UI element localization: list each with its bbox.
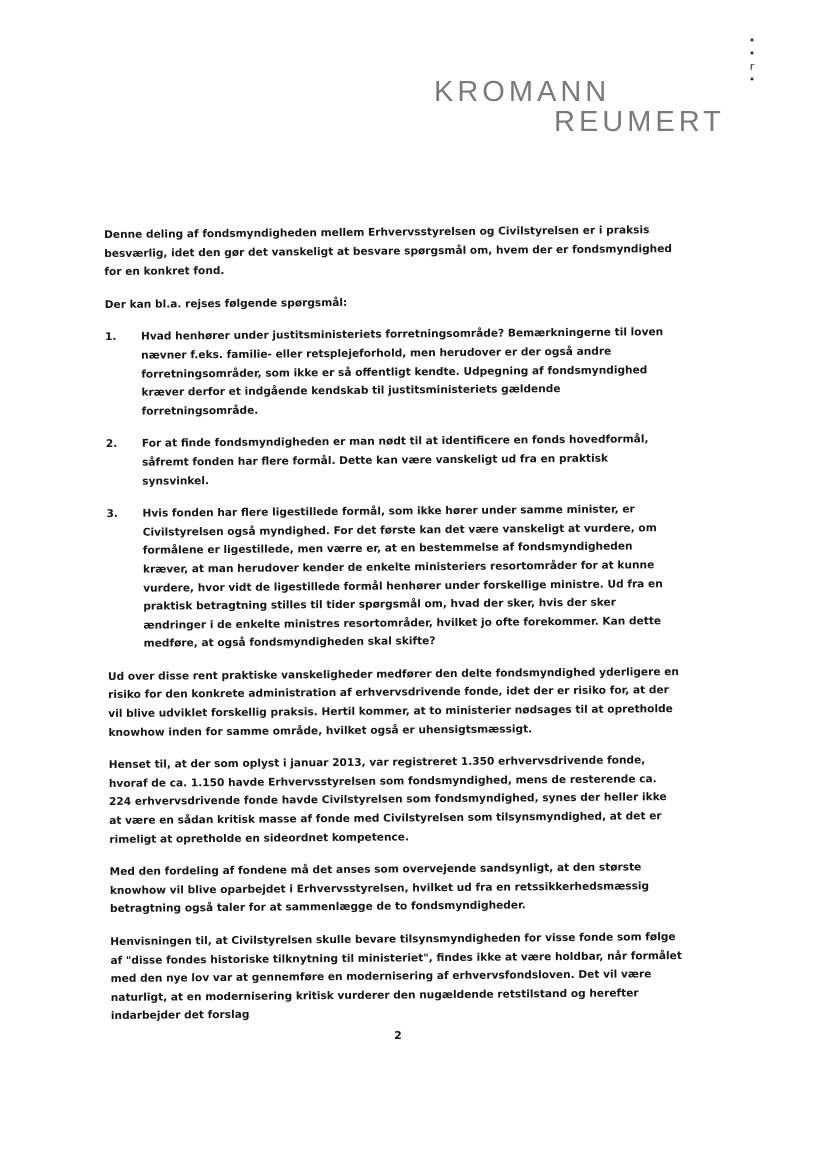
paragraph-questions-intro: Der kan bl.a. rejses følgende spørgsmål: [104, 296, 348, 311]
paragraph-practical-difficulties: Ud over disse rent praktiske vanskeligheder medfører den delte fondsmyndighed yderligere en risiko for den konkrete administration af erhvervsdrivende fonde, idet der er risiko for, at der vil blive udviklet forskellig praksis. Hertil kommer, at to ministerier nødsages til at opretholde knowhow inden for samme område, hvilket også er uhensigtsmæssigt. [107, 665, 679, 739]
list-item [105, 323, 678, 421]
margin-mark: • [748, 73, 756, 86]
logo-line-1: KROMANN [434, 76, 611, 108]
margin-mark: r [749, 60, 755, 73]
margin-mark: • [748, 34, 756, 47]
list-item-text: For at finde fondsmyndigheden er man nødt til at identificere en fonds hovedformål, såfremt fonden har flere formål. Dette kan være vanskeligt ud fra en praktisk synsvinkel. [141, 433, 649, 488]
list-number: 1. [104, 331, 117, 344]
page-number: 2 [394, 1029, 402, 1042]
margin-marks [742, 34, 762, 86]
paragraph-knowhow: Med den fordeling af fondene må det anses som overvejende sandsynligt, at den største knowhow vil blive oparbejdet i Erhvervsstyrelsen, hvilket ud fra en retssikkerhedsmæssig betragtning også taler for at sammenlægge de to fondsmyndigheder. [109, 861, 650, 916]
paragraph-fund-authority-division: Denne deling af fondsmyndigheden mellem Erhvervsstyrelsen og Civilstyrelsen er i praksis besværlig, idet den gør det vanskeligt at besvare spørgsmål om, hvem der er fondsmyndighed for en konkret fond. [104, 224, 673, 279]
paragraph-historical-reference: Henvisningen til, at Civilstyrelsen skulle bevare tilsynsmyndigheden for visse fonde som følge af "disse fondes historiske tilknytning til ministeriet", findes ikke at være holdbar, når formålet med den nye lov var at gennemføre en modernisering af erhvervsfondsloven. Det vil være naturligt, at en modernisering kritisk vurderer den nugældende retstilstand og herefter indarbejder det forslag [110, 931, 682, 1023]
margin-mark: • [748, 47, 756, 60]
numbered-question-list [105, 323, 680, 653]
document-body [104, 221, 683, 1040]
logo-line-2: REUMERT [554, 106, 725, 138]
paragraph-fund-statistics: Henset til, at der som oplyst i januar 2013, var registreret 1.350 erhvervsdrivende fonde, hvoraf de ca. 1.150 havde Erhvervsstyrelsen som fondsmyndighed, mens de resterende ca. 224 erhvervsdrivende fonde havde Civilstyrelsen som fondsmyndighed, synes der heller ikke at være en sådan kritisk masse af fonde med Civilstyrelsen som tilsynsmyndighed, at det er rimeligt at opretholde en sideordnet kompetence. [108, 754, 667, 846]
list-item-text: Hvis fonden har flere ligestillede formål, som ikke hører under samme minister, er Civilstyrelsen også myndighed. For det første kan det være vanskeligt at vurdere, om formålene er ligestillede, men værre er, at en bestemmelse af fondsmyndigheden kræver, at man herudover kender de enkelte ministeriers resortområder for at kunne vurdere, hvor vidt de ligestillede formål henhører under forskellige ministre. Ud fra en praktisk betragtning stilles til tider spørgsmål om, hvad der sker, hvis der sker ændringer i de enkelte ministres resortområder, hvilket jo ofte forekommer. Kan dette medføre, at også fondsmyndigheden skal skifte? [142, 503, 663, 650]
list-item-text: Hvad henhører under justitsministeriets forretningsområde? Bemærkningerne til loven nævner f.eks. familie- eller retsplejeforhold, men herudover er der også andre forretningsområder, som ikke er så offentligt kendte. Udpegning af fondsmyndighed kræver derfor et indgående kendskab til justitsministeriets gældende forretningsområde. [140, 326, 664, 418]
list-number: 2. [105, 438, 118, 451]
list-number: 3. [106, 508, 118, 521]
list-item [106, 500, 679, 654]
list-item [106, 430, 678, 491]
